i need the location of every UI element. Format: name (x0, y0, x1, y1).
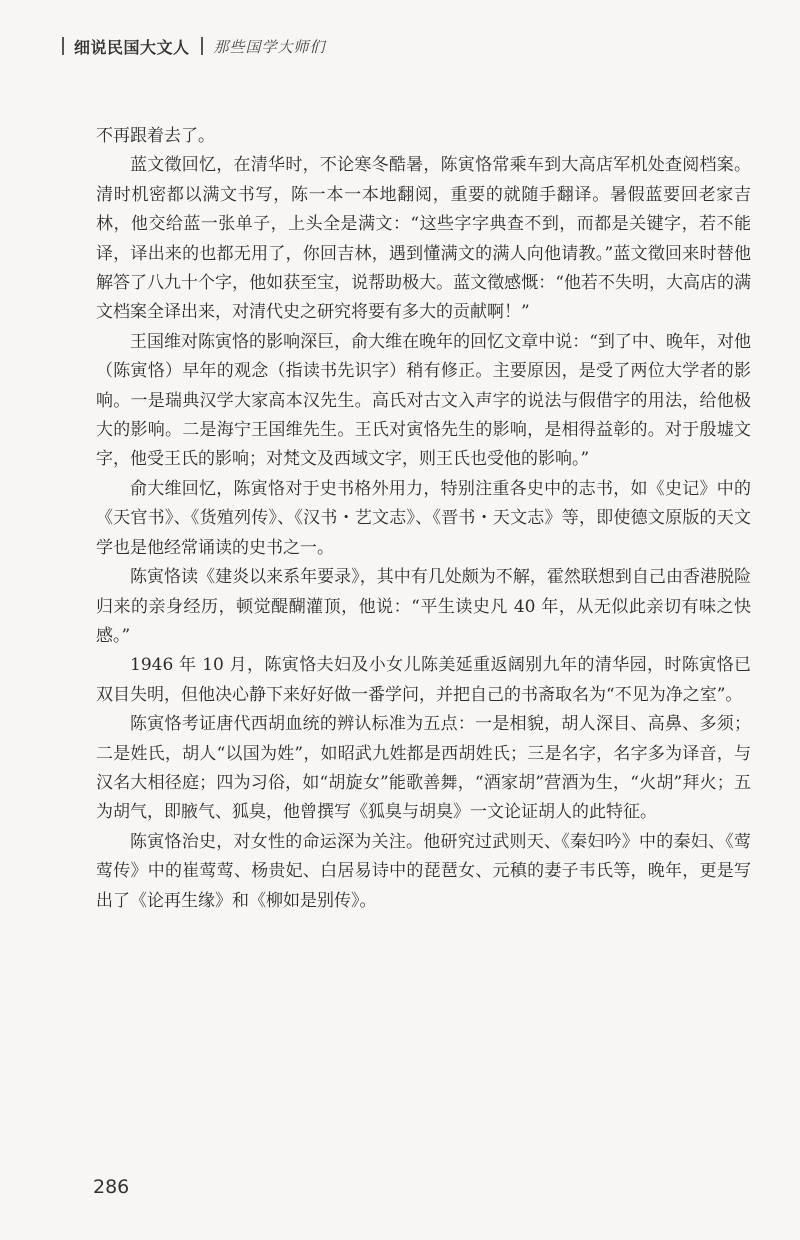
running-header (62, 34, 326, 58)
paragraph: 王国维对陈寅恪的影响深巨，俞大维在晚年的回忆文章中说：“到了中、晚年，对他（陈寅恪）早年的观念（指读书先识字）稍有修正。主要原因，是受了两位大学者的影响。一是瑞典汉学大家高本汉先生。高氏对古文入声字的说法与假借字的用法，给他极大的影响。二是海宁王国维先生。王氏对寅恪先生的影响，是相得益彰的。对于殷墟文字，他受王氏的影响；对梵文及西域文字，则王氏也受他的影响。” (96, 331, 751, 470)
paragraph-continued: 不再跟着去了。 (96, 126, 215, 146)
header-left-rule (62, 37, 64, 55)
body-text (96, 122, 751, 916)
paragraph: 陈寅恪考证唐代西胡血统的辨认标准为五点：一是相貌，胡人深目、高鼻、多须；二是姓氏，胡人“以国为姓”，如昭武九姓都是西胡姓氏；三是名字，名字多为译音，与汉名大相径庭；四为习俗，如“胡旋女”能歌善舞，“酒家胡”营酒为生，“火胡”拜火；五为胡气，即腋气、狐臭，他曾撰写《狐臭与胡臭》一文论证胡人的此特征。 (96, 714, 751, 823)
paragraph: 蓝文徵回忆，在清华时，不论寒冬酷暑，陈寅恪常乘车到大高店军机处查阅档案。清时机密都以满文书写，陈一本一本地翻阅，重要的就随手翻译。暑假蓝要回老家吉林，他交给蓝一张单子，上头全是满文：“这些字字典查不到，而都是关键字，若不能译，译出来的也都无用了，你回吉林，遇到懂满文的满人向他请教。”蓝文徵回来时替他解答了八九十个字，他如获至宝，说帮助极大。蓝文徵感慨：“他若不失明，大高店的满文档案全译出来，对清代史之研究将要有多大的贡献啊！” (96, 155, 751, 323)
header-separator-rule (201, 37, 203, 55)
paragraph: 俞大维回忆，陈寅恪对于史书格外用力，特别注重各史中的志书，如《史记》中的《天官书》、《货殖列传》、《汉书・艺文志》、《晋书・天文志》等，即使德文原版的天文学也是他经常诵读的史书之一。 (96, 478, 751, 558)
book-title: 细说民国大文人 (74, 37, 190, 57)
chapter-title: 那些国学大师们 (213, 37, 326, 56)
page-number: 286 (93, 1176, 130, 1198)
paragraph: 陈寅恪治史，对女性的命运深为关注。他研究过武则天、《秦妇吟》中的秦妇、《莺莺传》中的崔莺莺、杨贵妃、白居易诗中的琵琶女、元稹的妻子韦氏等，晚年，更是写出了《论再生缘》和《柳如是别传》。 (96, 831, 751, 911)
paragraph: 陈寅恪读《建炎以来系年要录》，其中有几处颇为不解，霍然联想到自己由香港脱险归来的亲身经历，顿觉醍醐灌顶，他说：“平生读史凡 40 年，从无似此亲切有味之快感。” (96, 567, 751, 646)
paragraph: 1946 年 10 月，陈寅恪夫妇及小女儿陈美延重返阔别九年的清华园，时陈寅恪已双目失明，但他决心静下来好好做一番学问，并把自己的书斋取名为“不见为净之室”。 (96, 655, 751, 705)
